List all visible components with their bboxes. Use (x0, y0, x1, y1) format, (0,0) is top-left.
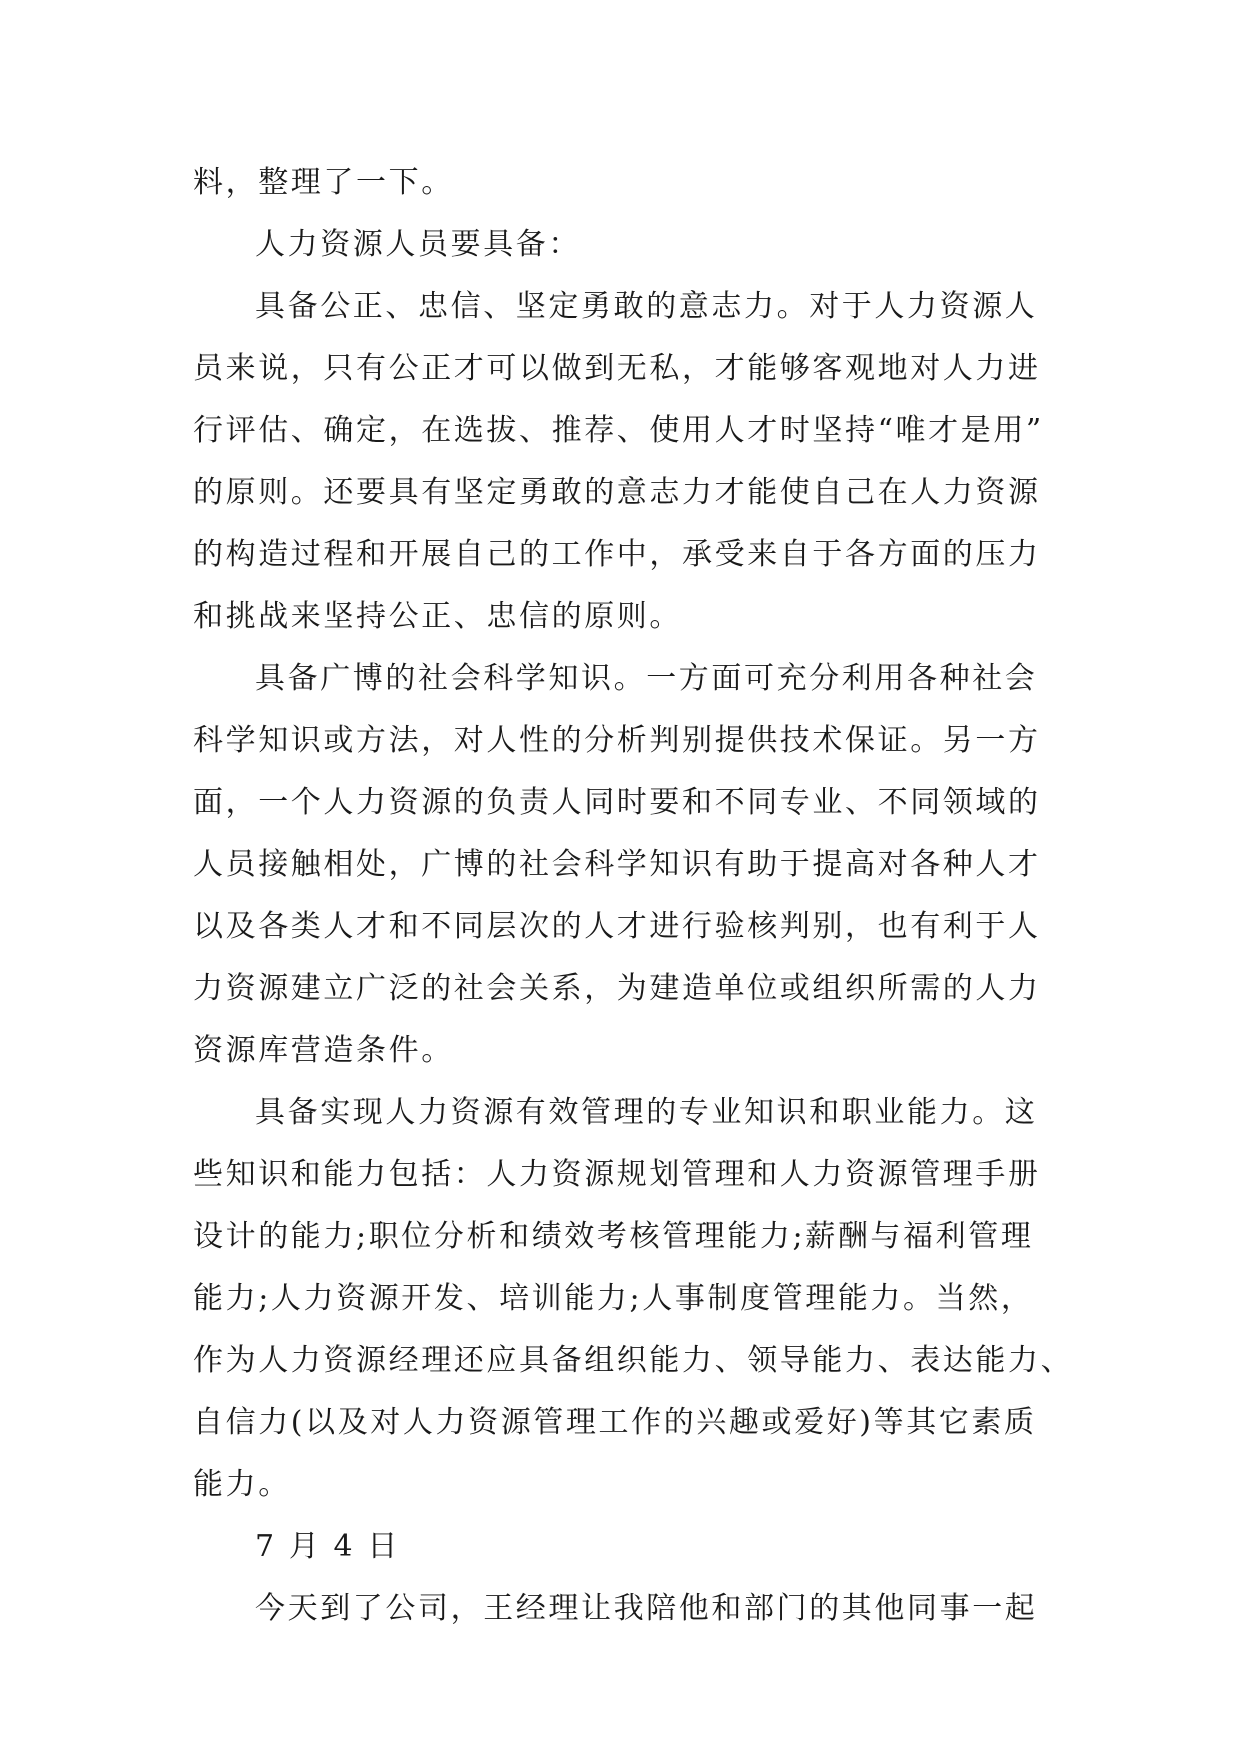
text-line: 料，整理了一下。 (193, 165, 454, 200)
text-line: 力资源建立广泛的社会关系，为建造单位或组织所需的人力 (193, 971, 1041, 1006)
text-line: 面，一个人力资源的负责人同时要和不同专业、不同领域的 (193, 785, 1041, 820)
text-line: 员来说，只有公正才可以做到无私，才能够客观地对人力进 (193, 351, 1041, 386)
text-line: 人员接触相处，广博的社会科学知识有助于提高对各种人才 (193, 847, 1041, 882)
text-line: 行评估、确定，在选拔、推荐、使用人才时坚持“唯才是用” (193, 413, 1044, 448)
text-line: 自信力(以及对人力资源管理工作的兴趣或爱好)等其它素质 (193, 1405, 1037, 1440)
paragraph-start-line: 具备实现人力资源有效管理的专业知识和职业能力。这 (255, 1095, 1038, 1130)
paragraph-start-line: 具备广博的社会科学知识。一方面可充分利用各种社会 (255, 661, 1038, 696)
text-line: 资源库营造条件。 (193, 1033, 454, 1068)
paragraph-start-line: 具备公正、忠信、坚定勇敢的意志力。对于人力资源人 (255, 289, 1038, 324)
date-heading: 7 月 4 日 (255, 1529, 400, 1564)
text-line: 的原则。还要具有坚定勇敢的意志力才能使自己在人力资源 (193, 475, 1041, 510)
text-line: 能力;人力资源开发、培训能力;人事制度管理能力。当然， (193, 1281, 1034, 1316)
document-page (193, 152, 1074, 1640)
text-line: 能力。 (193, 1467, 291, 1502)
paragraph-start-line: 今天到了公司，王经理让我陪他和部门的其他同事一起 (255, 1591, 1038, 1626)
text-line: 以及各类人才和不同层次的人才进行验核判别，也有利于人 (193, 909, 1041, 944)
text-line: 科学知识或方法，对人性的分析判别提供技术保证。另一方 (193, 723, 1041, 758)
text-line: 设计的能力;职位分析和绩效考核管理能力;薪酬与福利管理 (193, 1219, 1034, 1254)
text-line: 人力资源人员要具备： (255, 227, 581, 262)
text-line: 的构造过程和开展自己的工作中，承受来自于各方面的压力 (193, 537, 1041, 572)
text-line: 和挑战来坚持公正、忠信的原则。 (193, 599, 682, 634)
text-line: 作为人力资源经理还应具备组织能力、领导能力、表达能力、 (193, 1343, 1074, 1378)
text-line: 些知识和能力包括：人力资源规划管理和人力资源管理手册 (193, 1157, 1041, 1192)
